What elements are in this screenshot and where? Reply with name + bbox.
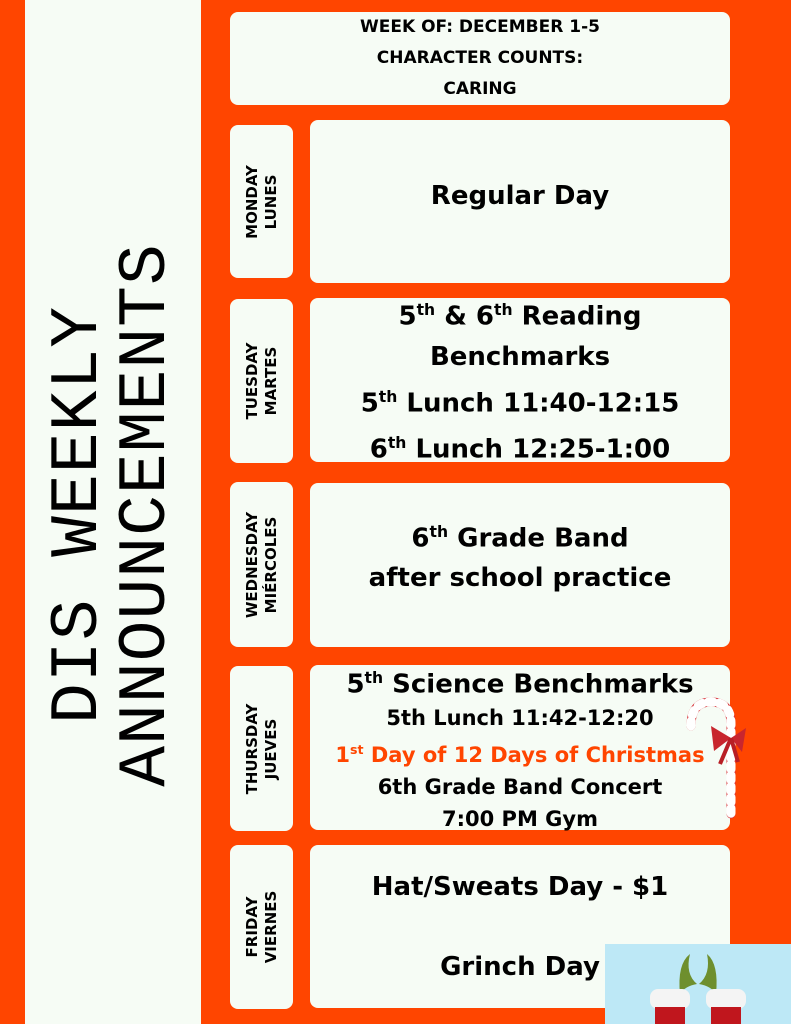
tuesday-content xyxy=(310,298,730,465)
week-label: WEEK OF: DECEMBER 1-5 xyxy=(360,17,600,37)
day-tab-monday xyxy=(230,125,293,278)
theme-value: CARING xyxy=(443,79,517,99)
day-es: MIÉRCOLES xyxy=(261,516,280,613)
day-en: THURSDAY xyxy=(242,703,261,794)
monday-content xyxy=(310,120,730,283)
tuesday-line-1: 5th & 6th Reading Benchmarks xyxy=(398,301,642,372)
day-tab-friday xyxy=(230,845,293,1009)
thursday-line-4: 6th Grade Band Concert xyxy=(377,775,663,800)
page-title xyxy=(40,243,185,787)
friday-line-2: Grinch Day xyxy=(440,951,600,982)
day-en: TUESDAY xyxy=(242,342,261,420)
thursday-line-5: 7:00 PM Gym xyxy=(442,807,598,832)
day-tab-tuesday xyxy=(230,299,293,463)
day-tab-wednesday xyxy=(230,482,293,647)
day-es: MARTES xyxy=(261,346,280,416)
day-tab-thursday xyxy=(230,666,293,831)
day-en: WEDNESDAY xyxy=(242,511,261,618)
thursday-line-2: 5th Lunch 11:42-12:20 xyxy=(386,706,654,731)
day-es: LUNES xyxy=(261,174,280,229)
tuesday-line-2: 5th Lunch 11:40-12:15 xyxy=(360,387,680,419)
grinch-hands-image xyxy=(605,944,791,1024)
title-line-2: ANNOUNCEMENTS xyxy=(108,243,185,787)
day-en: MONDAY xyxy=(242,164,261,239)
wednesday-line-2: after school practice xyxy=(368,563,672,594)
thursday-line-3: 1st Day of 12 Days of Christmas xyxy=(335,742,705,768)
day-en: FRIDAY xyxy=(242,896,261,958)
title-line-1: DIS WEEKLY xyxy=(40,305,117,725)
monday-line: Regular Day xyxy=(430,180,610,211)
thursday-line-1: 5th Science Benchmarks xyxy=(346,668,694,700)
tuesday-line-3: 6th Lunch 12:25-1:00 xyxy=(369,434,671,465)
friday-line-1: Hat/Sweats Day - $1 xyxy=(371,871,669,902)
wednesday-line-1: 6th Grade Band xyxy=(411,522,629,554)
candy-cane-image xyxy=(676,696,746,821)
theme-label: CHARACTER COUNTS: xyxy=(376,48,584,68)
thursday-content xyxy=(310,665,730,830)
wednesday-content xyxy=(310,483,730,647)
day-es: VIERNES xyxy=(261,890,280,964)
day-es: JUEVES xyxy=(261,718,280,779)
week-header xyxy=(230,12,730,105)
